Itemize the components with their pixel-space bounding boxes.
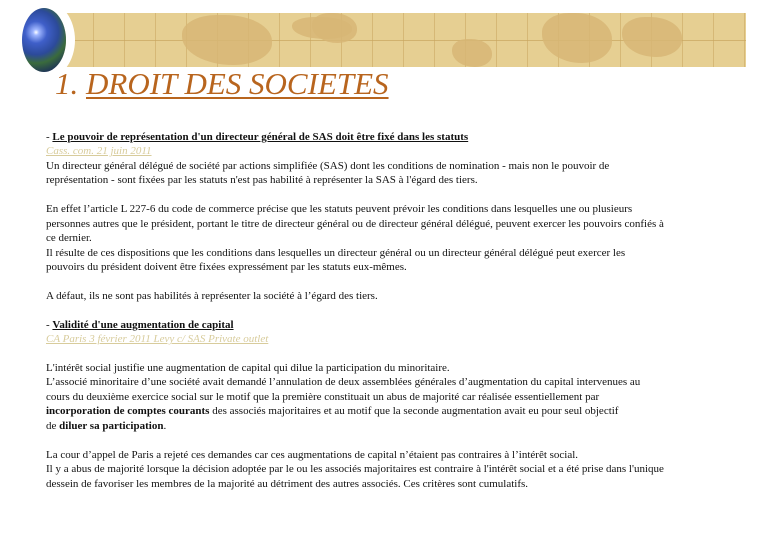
blank-line [46,303,746,317]
text-line [46,144,746,158]
text-line [46,260,746,274]
emphasis-text: diluer sa participation [59,419,164,432]
page-title [55,66,389,102]
text-segment: ce dernier. [46,232,92,245]
text-segment: représentation - sont fixées par les statuts n'est pas habilité à représenter la SAS à l'égard des tiers. [46,174,478,187]
text-line [46,390,746,404]
text-segment: Un directeur général délégué de société par actions simplifiée (SAS) dont les conditions de nomination - mais non le pouvoir de [46,159,610,172]
blank-line [46,274,746,288]
text-segment: des associés majoritaires et au motif que la seconde augmentation avait eu pour seul objectif [209,405,619,418]
text-line [46,318,746,332]
text-line [46,332,746,346]
text-line [46,289,746,303]
text-line [46,419,746,433]
text-segment: L'intérêt social justifie une augmentation de capital qui dilue la participation du minoritaire. [46,362,450,374]
text-segment: . [163,419,167,432]
text-segment: - [46,318,53,331]
text-segment: A défaut, ils ne sont pas habilités à représenter la société à l’égard des tiers. [46,289,378,302]
text-segment: En effet l’article L 227-6 du code de commerce précise que les statuts peuvent prévoir les conditions dans lesquelles une ou plusieurs [46,203,633,216]
blank-line [46,347,746,361]
text-line [46,173,746,187]
text-line [46,231,746,245]
emphasis-text: Le pouvoir de représentation d'un directeur général de SAS doit être fixé dans les statuts [52,131,469,143]
blank-line [46,433,746,447]
emphasis-text: incorporation de comptes courants [46,405,210,418]
text-line [46,448,746,462]
text-line [46,477,746,491]
text-line [46,404,746,418]
text-segment: de [46,419,60,432]
title-text: DROIT DES SOCIETES [86,66,389,101]
text-segment: L’associé minoritaire d’une société avait demandé l’annulation de deux assemblées générales d’augmentation du capital intervenues au [46,376,641,389]
title-number: 1. [55,66,79,101]
text-line [46,130,746,144]
case-reference-link[interactable]: CA Paris 3 février 2011 Levy c/ SAS Private outlet [46,333,269,346]
globe-icon [22,8,66,72]
text-segment: La cour d’appel de Paris a rejeté ces demandes car ces augmentations de capital n’étaient pas contraires à l’intérêt social. [46,448,579,461]
text-line [46,361,746,375]
text-line [46,462,746,476]
text-segment: personnes autres que le président, portant le titre de directeur général ou de directeur général délégué, peuvent exercer les pouvoirs confiés à [46,217,664,230]
text-line [46,375,746,389]
text-segment: Il résulte de ces dispositions que les conditions dans lesquelles un directeur général ou un directeur général délégué peut exercer les [46,246,626,259]
case-reference-link[interactable]: Cass. com. 21 juin 2011 [46,145,152,158]
world-map-banner [62,13,746,67]
emphasis-text: Validité d'une augmentation de capital [52,318,234,331]
text-line [46,217,746,231]
text-segment: dessein de favoriser les membres de la majorité au détriment des autres associés. Ces critères sont cumulatifs. [46,477,529,490]
text-line [46,159,746,173]
text-segment: - [46,131,53,143]
text-segment: Il y a abus de majorité lorsque la décision adoptée par le ou les associés majoritaires est contraire à l'intérêt social et a été prise dans l'unique [46,463,664,476]
text-segment: pouvoirs du président doivent être fixées expressément par les statuts eux-mêmes. [46,260,407,273]
text-segment: cours du deuxième exercice social sur le motif que la première constituait un abus de majorité car réalisée essentiellement par [46,390,600,403]
text-line [46,246,746,260]
text-line [46,202,746,216]
document-body [46,130,746,491]
blank-line [46,188,746,202]
